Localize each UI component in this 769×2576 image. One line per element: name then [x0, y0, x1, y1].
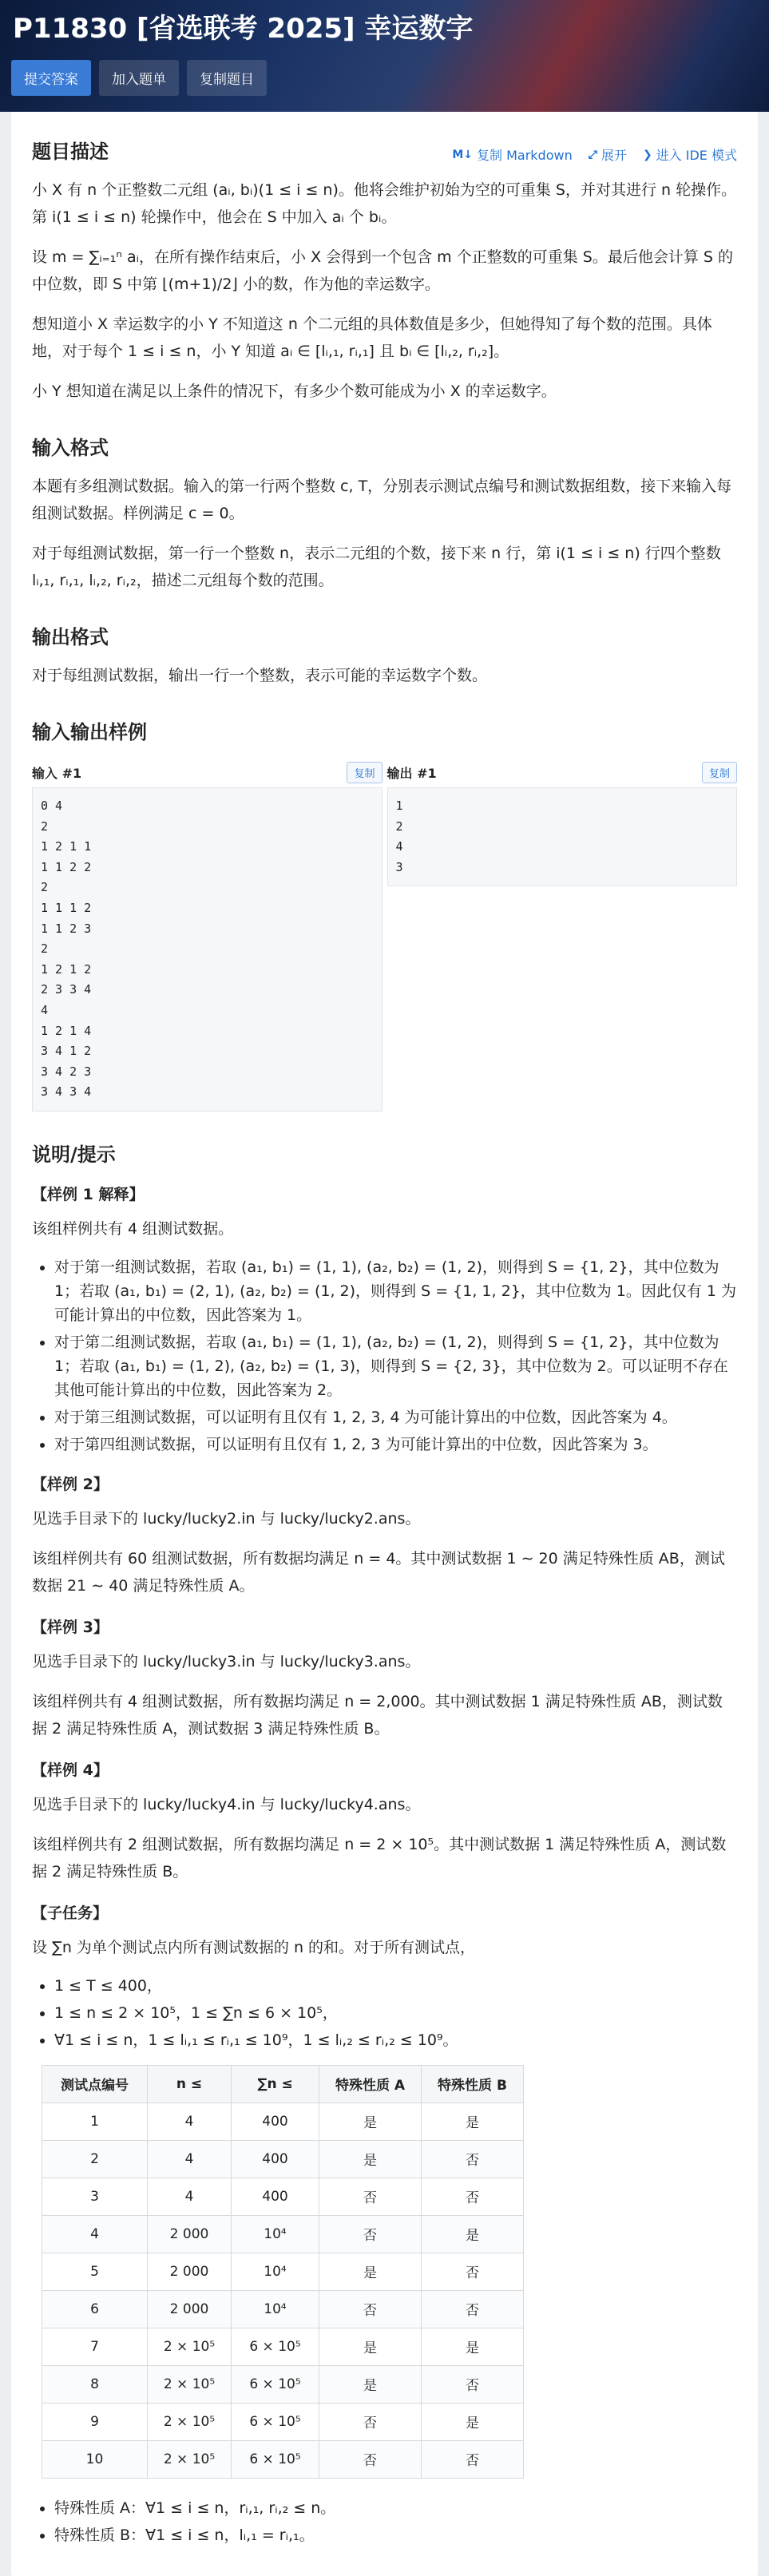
- table-cell: 400: [232, 2140, 319, 2178]
- table-cell: 4: [148, 2178, 232, 2215]
- table-cell: 否: [422, 2140, 524, 2178]
- description-actions: [452, 145, 737, 164]
- page-header: [0, 0, 769, 112]
- description-paragraph: 小 X 有 n 个正整数二元组 (aᵢ, bᵢ)(1 ≤ i ≤ n)。他将会维护初始为空的可重集 S，并对其进行 n 轮操作。第 i(1 ≤ i ≤ n) 轮操作中，他会在 S 中加入 aᵢ 个 bᵢ。: [32, 181, 737, 226]
- table-cell: 2 000: [148, 2290, 232, 2328]
- table-cell: 是: [422, 2102, 524, 2140]
- table-row: [42, 2140, 524, 2178]
- description-paragraph: 想知道小 X 幸运数字的小 Y 不知道这 n 个二元组的具体数值是多少，但她得知了每个数的范围。具体地，对于每个 1 ≤ i ≤ n，小 Y 知道 aᵢ ∈ [lᵢ,₁, rᵢ,₁] 且 bᵢ ∈ [lᵢ,₂, rᵢ,₂]。: [32, 315, 712, 360]
- table-header: 测试点编号: [42, 2065, 148, 2102]
- table-cell: 是: [422, 2215, 524, 2253]
- table-cell: 6 × 10⁵: [232, 2365, 319, 2403]
- table-header: ∑n ≤: [232, 2065, 319, 2102]
- table-cell: 2 × 10⁵: [148, 2440, 232, 2478]
- sample1-explain-title: 【样例 1 解释】: [32, 1185, 145, 1203]
- input-format-heading: 输入格式: [32, 437, 109, 459]
- input-format-paragraph: 本题有多组测试数据。输入的第一行两个整数 c, T，分别表示测试点编号和测试数据组数，接下来输入每组测试数据。样例满足 c = 0。: [32, 478, 732, 522]
- table-cell: 否: [319, 2178, 422, 2215]
- table-cell: 否: [422, 2253, 524, 2290]
- hints-heading: 说明/提示: [32, 1143, 116, 1166]
- table-cell: 6: [42, 2290, 148, 2328]
- table-cell: 2 × 10⁵: [148, 2328, 232, 2365]
- sample4-files: 见选手目录下的 lucky/lucky4.in 与 lucky/lucky4.ans。: [32, 1795, 421, 1813]
- sample2-title: 【样例 2】: [32, 1475, 109, 1493]
- constraints-list: [32, 1974, 737, 2052]
- table-row: [42, 2253, 524, 2290]
- table-cell: 10⁴: [232, 2253, 319, 2290]
- list-item: • 特殊性质 B：∀1 ≤ i ≤ n，lᵢ,₁ = rᵢ,₁。: [54, 2523, 737, 2547]
- table-cell: 4: [148, 2140, 232, 2178]
- sample3-files: 见选手目录下的 lucky/lucky3.in 与 lucky/lucky3.ans。: [32, 1652, 421, 1670]
- table-row: [42, 2403, 524, 2440]
- sample4-title: 【样例 4】: [32, 1761, 109, 1779]
- table-cell: 4: [42, 2215, 148, 2253]
- sample-input-code[interactable]: 0 4 2 1 2 1 1 1 1 2 2 2 1 1 1 2 1 1 2 3 2 1 2 1 2 2 3 3 4 4 1 2 1 4 3 4 1 2 3 4 2 3 3 4 3 4: [32, 787, 383, 1112]
- table-cell: 3: [42, 2178, 148, 2215]
- table-cell: 5: [42, 2253, 148, 2290]
- table-cell: 否: [422, 2440, 524, 2478]
- description-heading: 题目描述: [32, 141, 109, 163]
- table-cell: 2 000: [148, 2215, 232, 2253]
- subtask-table: [42, 2065, 524, 2479]
- table-cell: 10⁴: [232, 2215, 319, 2253]
- table-cell: 是: [319, 2253, 422, 2290]
- table-row: [42, 2440, 524, 2478]
- add-to-list-button[interactable]: 加入题单: [99, 60, 179, 96]
- table-header: n ≤: [148, 2065, 232, 2102]
- list-item: • 特殊性质 A：∀1 ≤ i ≤ n，rᵢ,₁, rᵢ,₂ ≤ n。: [54, 2496, 737, 2520]
- table-cell: 否: [422, 2178, 524, 2215]
- table-header: 特殊性质 A: [319, 2065, 422, 2102]
- sample2-files: 见选手目录下的 lucky/lucky2.in 与 lucky/lucky2.ans。: [32, 1509, 421, 1528]
- table-cell: 7: [42, 2328, 148, 2365]
- sample-output-code[interactable]: 1 2 4 3: [387, 787, 738, 886]
- output-format-paragraph: 对于每组测试数据，输出一行一个整数，表示可能的幸运数字个数。: [32, 667, 488, 684]
- table-cell: 是: [422, 2403, 524, 2440]
- list-item: • 对于第三组测试数据，可以证明有且仅有 1, 2, 3, 4 为可能计算出的中位数，因此答案为 4。: [54, 1405, 737, 1429]
- list-item: • 1 ≤ n ≤ 2 × 10⁵，1 ≤ ∑n ≤ 6 × 10⁵，: [54, 2001, 737, 2025]
- input-format-paragraph: 对于每组测试数据，第一行一个整数 n，表示二元组的个数，接下来 n 行，第 i(1 ≤ i ≤ n) 行四个整数 lᵢ,₁, rᵢ,₁, lᵢ,₂, rᵢ,₂，描述二元组每个数的范围。: [32, 545, 721, 589]
- table-header: 特殊性质 B: [422, 2065, 524, 2102]
- sample-output: [387, 757, 738, 1112]
- table-cell: 400: [232, 2178, 319, 2215]
- table-cell: 2 × 10⁵: [148, 2365, 232, 2403]
- samples-heading: 输入输出样例: [32, 721, 147, 743]
- table-cell: 400: [232, 2102, 319, 2140]
- special-properties-list: [32, 2496, 737, 2547]
- table-row: [42, 2290, 524, 2328]
- list-item: • 对于第一组测试数据，若取 (a₁, b₁) = (1, 1), (a₂, b₂) = (1, 2)，则得到 S = {1, 2}，其中位数为 1；若取 (a₁, b₁) = (2, 1), (a₂, b₂) = (1, 2)，则得到 S = {1, 1, 2}，其中位数为 1。因此仅有 1 为可能计算出的中位数，因此答案为 1。: [54, 1255, 737, 1327]
- subtask-intro: 设 ∑n 为单个测试点内所有测试数据的 n 的和。对于所有测试点，: [32, 1938, 476, 1956]
- table-cell: 10: [42, 2440, 148, 2478]
- sample-input-title: 输入 #1: [32, 765, 82, 781]
- table-row: [42, 2215, 524, 2253]
- submit-answer-button[interactable]: 提交答案: [11, 60, 91, 96]
- table-cell: 否: [319, 2440, 422, 2478]
- table-cell: 否: [319, 2215, 422, 2253]
- list-item: • 对于第四组测试数据，可以证明有且仅有 1, 2, 3 为可能计算出的中位数，因此答案为 3。: [54, 1433, 737, 1456]
- sample-input: [32, 757, 383, 1112]
- table-cell: 否: [319, 2290, 422, 2328]
- table-cell: 6 × 10⁵: [232, 2440, 319, 2478]
- ide-icon: ❯: [642, 148, 652, 161]
- sample-output-title: 输出 #1: [386, 765, 437, 781]
- subtask-title: 【子任务】: [32, 1904, 109, 1922]
- sample1-intro: 该组样例共有 4 组测试数据。: [32, 1219, 234, 1238]
- table-row: [42, 2328, 524, 2365]
- table-header-row: [42, 2065, 524, 2102]
- table-cell: 4: [148, 2102, 232, 2140]
- sample3-title: 【样例 3】: [32, 1618, 109, 1636]
- table-cell: 是: [319, 2365, 422, 2403]
- copy-output-button[interactable]: 复制: [702, 762, 737, 783]
- markdown-icon: M↓: [452, 148, 473, 161]
- table-row: [42, 2178, 524, 2215]
- table-cell: 2 000: [148, 2253, 232, 2290]
- copy-problem-button[interactable]: 复制题目: [187, 60, 267, 96]
- table-cell: 2 × 10⁵: [148, 2403, 232, 2440]
- table-cell: 否: [319, 2403, 422, 2440]
- action-tabs: [11, 60, 267, 96]
- sample1-list: [32, 1255, 737, 1456]
- description-paragraph: 设 m = ∑ᵢ₌₁ⁿ aᵢ，在所有操作结束后，小 X 会得到一个包含 m 个正整数的可重集 S。最后他会计算 S 的中位数，即 S 中第 ⌊(m+1)/2⌋ 小的数，作为他的幸运数字。: [32, 248, 733, 293]
- sample2-desc: 该组样例共有 60 组测试数据，所有数据均满足 n = 4。其中测试数据 1 ∼ 20 满足特殊性质 AB，测试数据 21 ∼ 40 满足特殊性质 A。: [32, 1549, 725, 1595]
- table-row: [42, 2365, 524, 2403]
- expand-icon: ⤢: [588, 148, 597, 161]
- sample3-desc: 该组样例共有 4 组测试数据，所有数据均满足 n = 2,000。其中测试数据 1 满足特殊性质 AB，测试数据 2 满足特殊性质 A，测试数据 3 满足特殊性质 B。: [32, 1692, 723, 1738]
- table-cell: 8: [42, 2365, 148, 2403]
- table-cell: 是: [422, 2328, 524, 2365]
- copy-markdown-link[interactable]: M↓ 复制 Markdown: [452, 148, 573, 163]
- list-item: • ∀1 ≤ i ≤ n，1 ≤ lᵢ,₁ ≤ rᵢ,₁ ≤ 10⁹，1 ≤ lᵢ,₂ ≤ rᵢ,₂ ≤ 10⁹。: [54, 2028, 737, 2052]
- output-format-heading: 输出格式: [32, 626, 109, 648]
- table-cell: 否: [422, 2290, 524, 2328]
- table-cell: 6 × 10⁵: [232, 2328, 319, 2365]
- table-cell: 2: [42, 2140, 148, 2178]
- table-cell: 是: [319, 2140, 422, 2178]
- problem-card: [11, 112, 758, 2576]
- copy-input-button[interactable]: 复制: [347, 762, 382, 783]
- table-row: [42, 2102, 524, 2140]
- description-paragraph: 小 Y 想知道在满足以上条件的情况下，有多少个数可能成为小 X 的幸运数字。: [32, 382, 557, 400]
- samples-container: [32, 757, 737, 1112]
- table-cell: 9: [42, 2403, 148, 2440]
- expand-link[interactable]: ⤢ 展开: [588, 148, 627, 163]
- sample4-desc: 该组样例共有 2 组测试数据，所有数据均满足 n = 2 × 10⁵。其中测试数据 1 满足特殊性质 A，测试数据 2 满足特殊性质 B。: [32, 1835, 727, 1880]
- problem-title: P11830 [省选联考 2025] 幸运数字: [13, 13, 474, 45]
- list-item: • 1 ≤ T ≤ 400，: [54, 1974, 737, 1998]
- ide-mode-link[interactable]: ❯ 进入 IDE 模式: [642, 148, 737, 163]
- table-cell: 6 × 10⁵: [232, 2403, 319, 2440]
- list-item: • 对于第二组测试数据，若取 (a₁, b₁) = (1, 1), (a₂, b₂) = (1, 2)，则得到 S = {1, 2}，其中位数为 1；若取 (a₁, b₁) = (1, 2), (a₂, b₂) = (1, 3)，则得到 S = {2, 3}，其中位数为 2。可以证明不存在其他可能计算出的中位数，因此答案为 2。: [54, 1330, 737, 1402]
- table-cell: 10⁴: [232, 2290, 319, 2328]
- table-cell: 是: [319, 2102, 422, 2140]
- table-cell: 1: [42, 2102, 148, 2140]
- table-cell: 是: [319, 2328, 422, 2365]
- table-cell: 否: [422, 2365, 524, 2403]
